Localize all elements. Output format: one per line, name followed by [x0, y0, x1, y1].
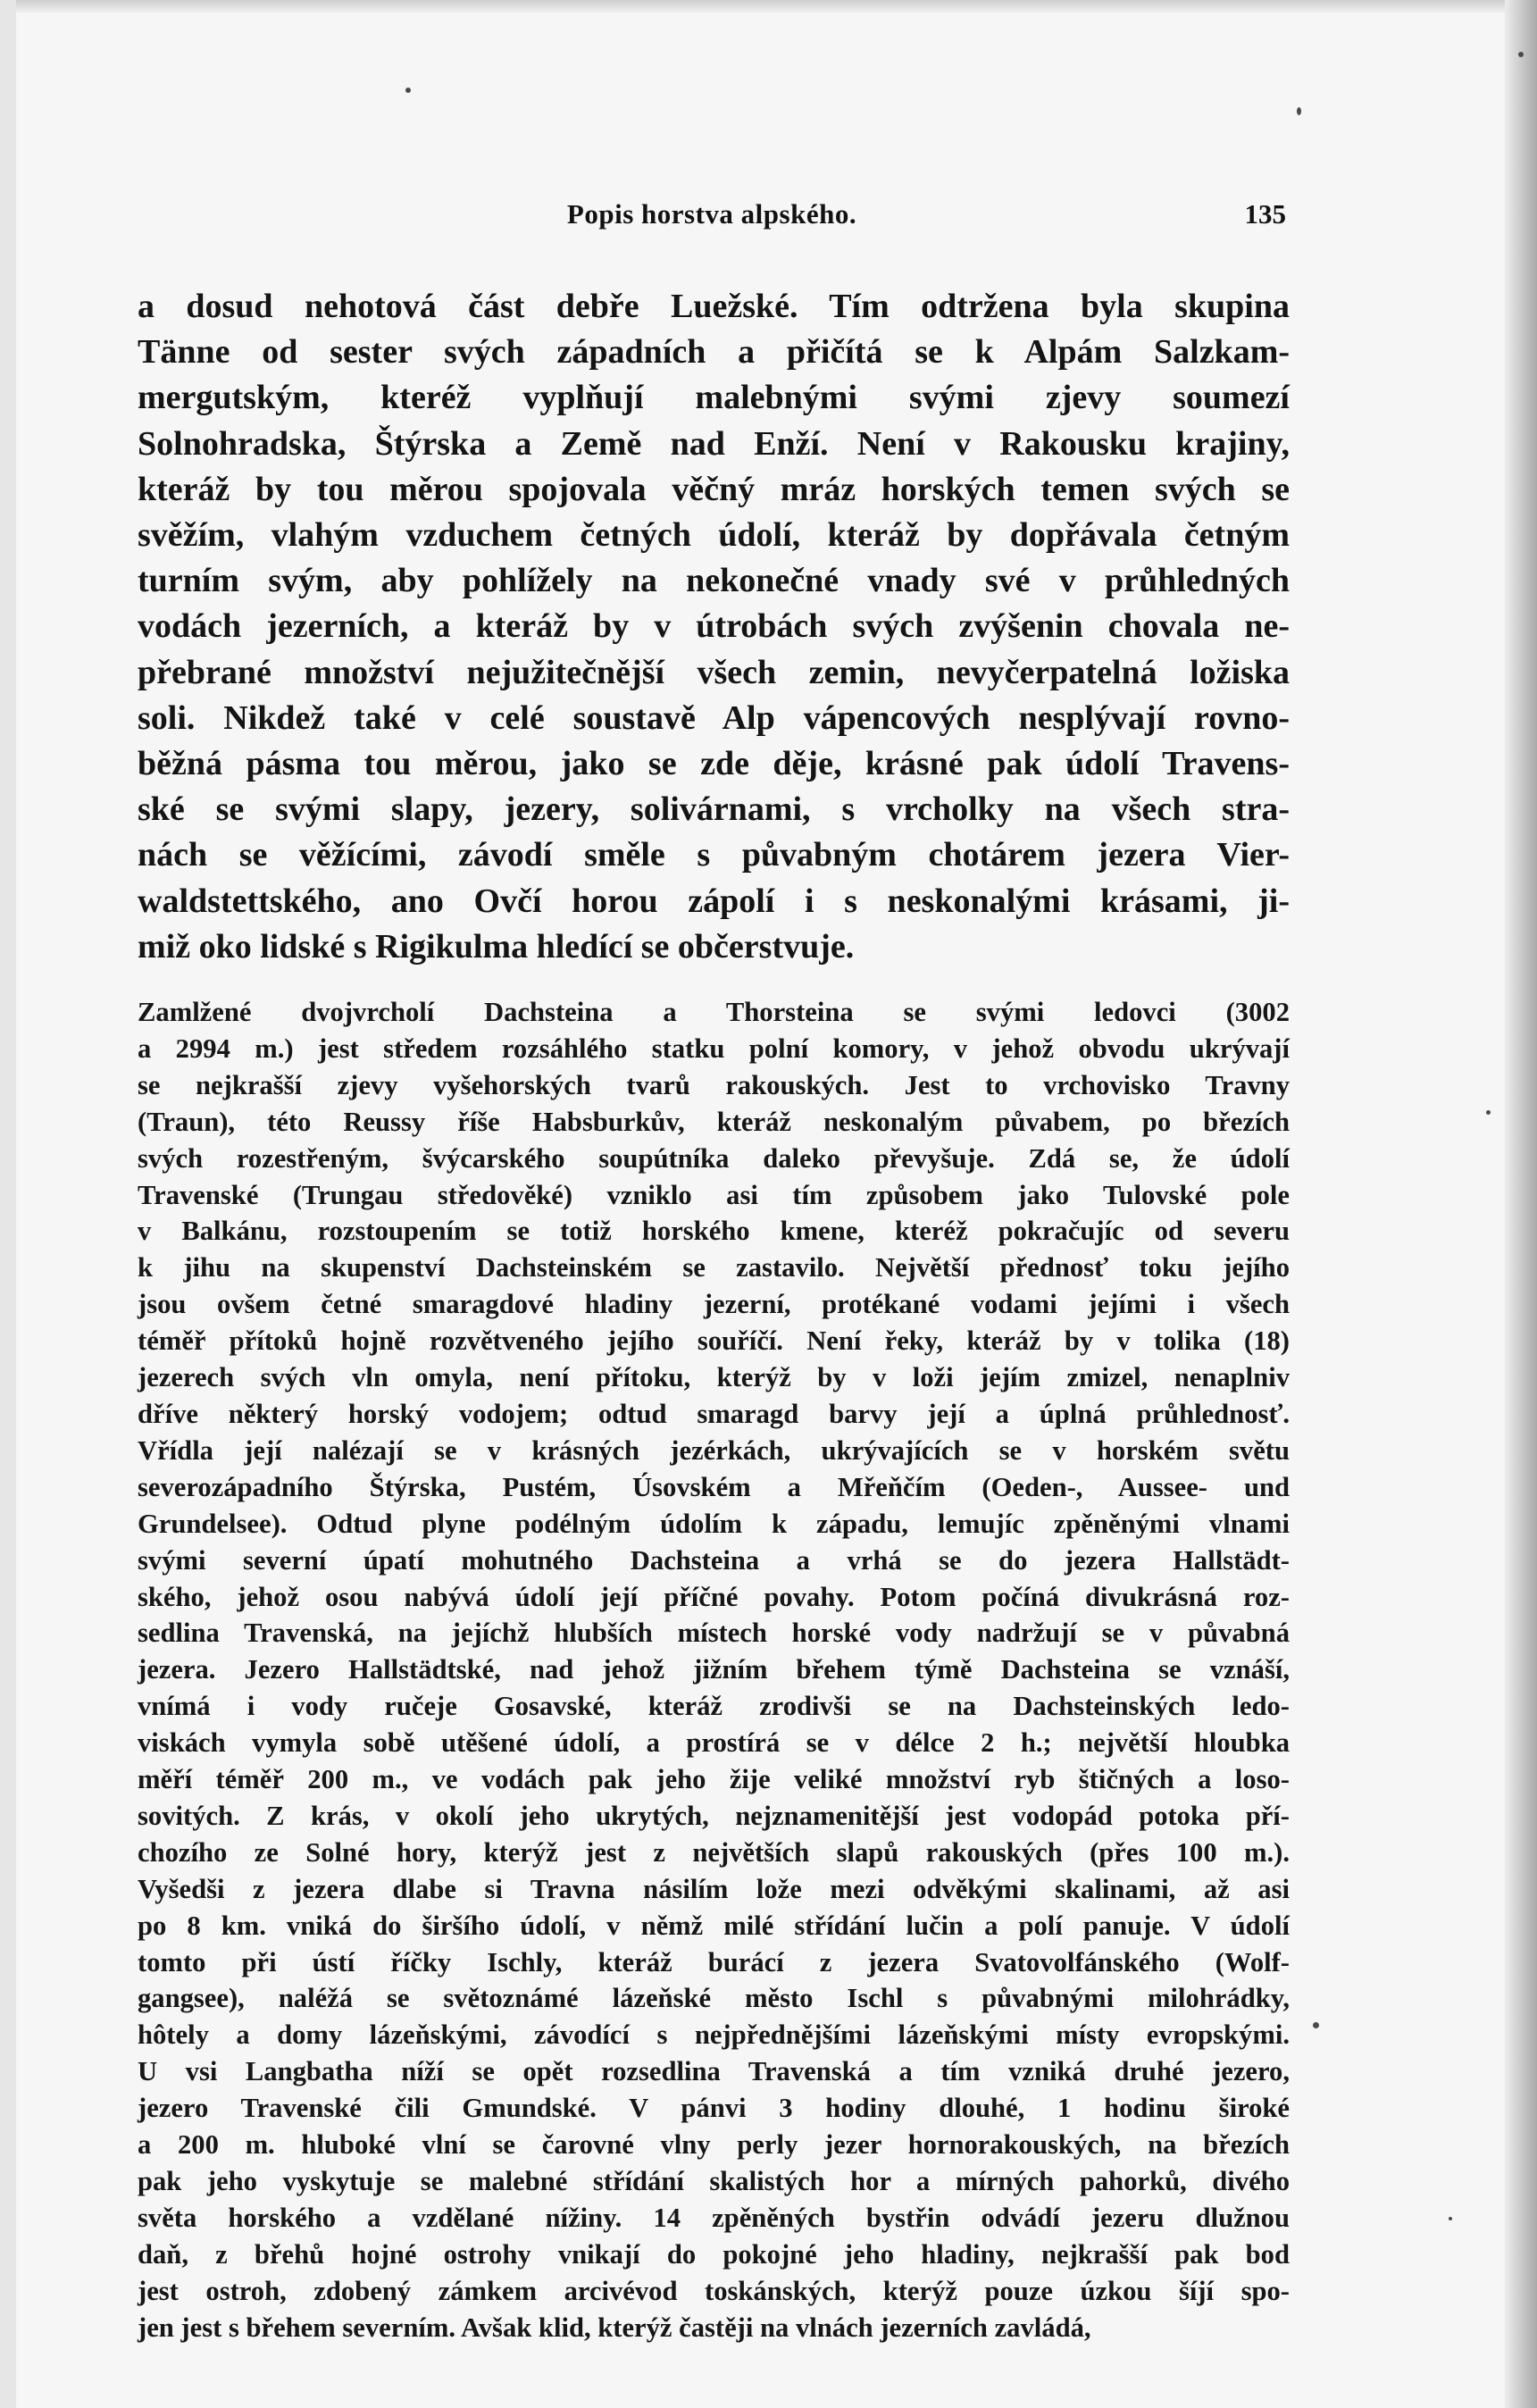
note-line: jezera. Jezero Hallstädtské, nad jehož jižním břehem týmě Dachsteina se vznáší,: [138, 1654, 1290, 1685]
note-line: k jihu na skupenství Dachsteinském se zastavilo. Největší přednosť toku jejího: [138, 1252, 1290, 1283]
note-line: jen jest s břehem severním. Avšak klid, kterýž častěji na vlnách jezerních zavládá,: [138, 2312, 1091, 2343]
scan-speck: [1297, 107, 1301, 115]
note-line: Travenské (Trungau středověké) vzniklo asi tím způsobem jako Tulovské pole: [138, 1179, 1290, 1210]
note-line: světa horského a vzdělané nížiny. 14 zpěněných bystřin odvádí jezeru dlužnou: [138, 2202, 1290, 2233]
note-line: tomto při ústí říčky Ischly, kteráž burácí z jezera Svatovolfánského (Wolf-: [138, 1946, 1290, 1977]
text-line: Tänne od sester svých západních a přičítá se k Alpám Salzkam-: [138, 333, 1290, 372]
note-line: jezero Travenské čili Gmundské. V pánvi 3 hodiny dlouhé, 1 hodinu široké: [138, 2093, 1290, 2124]
scan-top-edge: [16, 0, 1537, 13]
main-paragraph: [138, 284, 1290, 970]
page-number: 135: [1244, 198, 1286, 230]
note-line: U vsi Langbatha níží se opět rozsedlina Travenská a tím vzniká druhé jezero,: [138, 2056, 1290, 2087]
note-line: sedlina Travenská, na jejíchž hlubších místech horské vody nadržují se v půvabná: [138, 1618, 1290, 1649]
note-line: svými severní úpatí mohutného Dachsteina a vrhá se do jezera Hallstädt-: [138, 1544, 1290, 1576]
running-head: [138, 198, 1286, 239]
scan-speck: [405, 88, 411, 93]
text-line: ské se svými slapy, jezery, solivárnami, s vrcholky na všech stra-: [138, 790, 1290, 829]
note-line: sovitých. Z krás, v okolí jeho ukrytých, nejznamenitější jest vodopád potoka pří-: [138, 1800, 1290, 1831]
text-line: mergutským, kteréž vyplňují malebnými svými zjevy soumezí: [138, 379, 1290, 417]
text-line: svěžím, vlahým vzduchem četných údolí, kteráž by dopřávala četným: [138, 516, 1290, 555]
note-line: pak jeho vyskytuje se malebné střídání skalistých hor a mírných pahorků, divého: [138, 2166, 1290, 2196]
text-line: Solnohradska, Štýrska a Země nad Enží. Není v Rakousku krajiny,: [138, 424, 1290, 463]
text-line: waldstettského, ano Ovčí horou zápolí i s neskonalými krásami, ji-: [138, 882, 1290, 920]
note-line: jest ostroh, zdobený zámkem arcivévod toskánských, kterýž pouze úzkou šíjí spo-: [138, 2275, 1290, 2306]
note-line: se nejkrašší zjevy vyšehorských tvarů rakouských. Jest to vrchovisko Travny: [138, 1069, 1290, 1100]
note-line: gangsee), naléžá se světoznámé lázeňské město Ischl s půvabnými milohrádky,: [138, 1983, 1290, 2014]
note-line: Zamlžené dvojvrcholí Dachsteina a Thorsteina se svými ledovci (3002: [138, 997, 1290, 1027]
text-line: vodách jezerních, a kteráž by v útrobách svých zvýšenin chovala ne-: [138, 607, 1290, 646]
note-line: měří téměř 200 m., ve vodách pak jeho žije veliké množství ryb štičných a loso-: [138, 1764, 1290, 1795]
note-line: vnímá i vody ručeje Gosavské, kteráž zrodivši se na Dachsteinských ledo-: [138, 1691, 1290, 1722]
note-line: Vřídla její nalézají se v krásných jezérkách, ukrývajících se v horském světu: [138, 1434, 1290, 1466]
scan-speck: [1486, 1110, 1491, 1115]
note-line: dříve některý horský vodojem; odtud smaragd barvy její a úplná průhlednosť.: [138, 1398, 1290, 1429]
note-line: téměř přítoků hojně rozvětveného jejího souříčí. Není řeky, kteráž by v tolika (18): [138, 1325, 1290, 1357]
scan-speck: [1518, 52, 1524, 57]
note-line: jsou ovšem četné smaragdové hladiny jezerní, protékané vodami jejími i všech: [138, 1289, 1290, 1320]
note-line: Grundelsee). Odtud plyne podélným údolím k západu, lemujíc zpěněnými vlnami: [138, 1508, 1290, 1539]
note-line: (Traun), této Reussy říše Habsburkův, kteráž neskonalým půvabem, po březích: [138, 1106, 1290, 1137]
note-line: hôtely a domy lázeňskými, závodící s nejpřednějšími lázeňskými místy evropskými.: [138, 2019, 1290, 2051]
note-line: svých rozestřeným, švýcarského soupútníka daleko převyšuje. Zdá se, že údolí: [138, 1142, 1290, 1174]
text-line: běžná pásma tou měrou, jako se zde děje, krásné pak údolí Travens-: [138, 745, 1290, 783]
note-line: jezerech svých vln omyla, není přítoku, kterýž by v loži jejím zmizel, nenaplniv: [138, 1362, 1290, 1393]
text-line: turním svým, aby pohlížely na nekonečné vnady své v průhledných: [138, 562, 1290, 600]
scan-speck: [1313, 2022, 1319, 2028]
note-line: po 8 km. vniká do širšího údolí, v němž milé střídání lučin a polí panuje. V údolí: [138, 1910, 1290, 1941]
note-line: severozápadního Štýrska, Pustém, Úsovském a Mřeňčím (Oeden-, Aussee- und: [138, 1471, 1290, 1502]
scan-right-edge: [1505, 0, 1537, 2408]
text-line: nách se věžícími, závodí směle s půvabným chotárem jezera Vier-: [138, 836, 1290, 874]
scan-speck: [1449, 2217, 1452, 2220]
note-line: a 200 m. hluboké vlní se čarovné vlny perly jezer hornorakouských, na březích: [138, 2129, 1290, 2161]
running-title: Popis horstva alpského.: [566, 198, 857, 230]
note-line: viskách vymyla sobě utěšené údolí, a prostírá se v délce 2 h.; největší hloubka: [138, 1727, 1290, 1759]
text-line: miž oko lidské s Rigikulma hledící se občerstvuje.: [138, 927, 855, 966]
note-line: Vyšedši z jezera dlabe si Travna násilím lože mezi odvěkými skalinami, až asi: [138, 1873, 1290, 1904]
note-line: daň, z břehů hojné ostrohy vnikají do pokojné jeho hladiny, nejkrašší pak bod: [138, 2238, 1290, 2270]
note-line: v Balkánu, rozstoupením se totiž horského kmene, kteréž pokračujíc od severu: [138, 1216, 1290, 1247]
note-line: a 2994 m.) jest středem rozsáhlého statku polní komory, v jehož obvodu ukrývají: [138, 1033, 1290, 1064]
note-line: chozího ze Solné hory, kterýž jest z největších slapů rakouských (přes 100 m.).: [138, 1836, 1290, 1868]
text-line: přebrané množství nejužitečnější všech zemin, nevyčerpatelná ložiska: [138, 653, 1290, 691]
small-print-note: [138, 994, 1290, 2346]
text-line: kteráž by tou měrou spojovala věčný mráz horských temen svých se: [138, 470, 1290, 508]
text-line: a dosud nehotová část debře Luežské. Tím odtržena byla skupina: [138, 288, 1290, 325]
text-line: soli. Nikdež také v celé soustavě Alp vápencových nesplývají rovno-: [138, 698, 1290, 737]
note-line: ského, jehož osou nabývá údolí její příčné povahy. Potom počíná divukrásná roz-: [138, 1581, 1290, 1612]
